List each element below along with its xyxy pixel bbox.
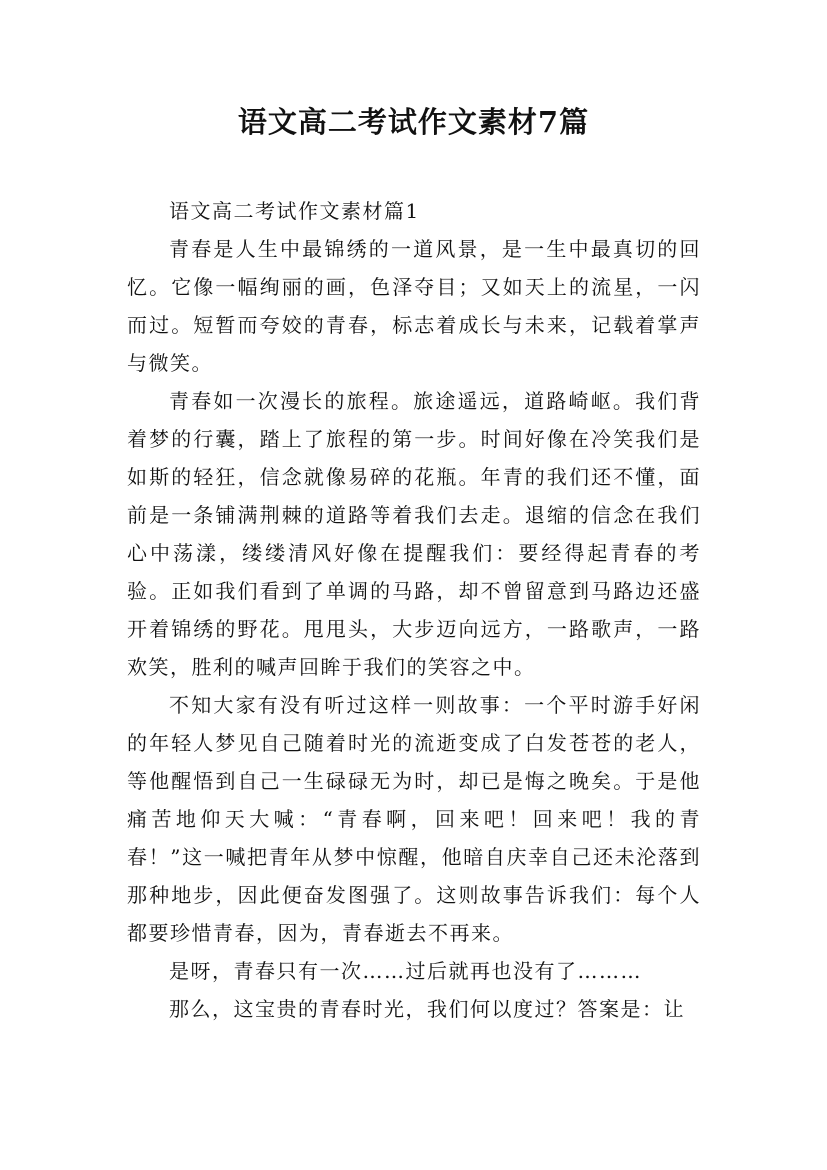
paragraph: 不知大家有没有听过这样一则故事：一个平时游手好闲的年轻人梦见自己随着时光的流逝变成了白发苍苍的老人，等他醒悟到自己一生碌碌无为时，却已是悔之晚矣。于是他痛苦地仰天大喊：“青春啊，回来吧！回来吧！我的青春！”这一喊把青年从梦中惊醒，他暗自庆幸自己还未沦落到那种地步，因此便奋发图强了。这则故事告诉我们：每个人都要珍惜青春，因为，青春逝去不再来。 [127, 693, 701, 945]
document-body [127, 192, 701, 1028]
paragraph: 是呀，青春只有一次……过后就再也没有了……… [169, 959, 642, 983]
paragraph: 青春是人生中最锦绣的一道风景，是一生中最真切的回忆。它像一幅绚丽的画，色泽夺目；又如天上的流星，一闪而过。短暂而夸姣的青春，标志着成长与未来，记载着掌声与微笑。 [127, 237, 701, 375]
section-heading: 语文高二考试作文素材篇1 [169, 199, 420, 223]
paragraph: 那么，这宝贵的青春时光，我们何以度过？答案是：让 [169, 997, 685, 1021]
document-title: 语文高二考试作文素材7篇 [237, 105, 590, 139]
paragraph: 青春如一次漫长的旅程。旅途遥远，道路崎岖。我们背着梦的行囊，踏上了旅程的第一步。时间好像在冷笑我们是如斯的轻狂，信念就像易碎的花瓶。年青的我们还不懂，面前是一条铺满荆棘的道路等着我们去走。退缩的信念在我们心中荡漾，缕缕清风好像在提醒我们：要经得起青春的考验。正如我们看到了单调的马路，却不曾留意到马路边还盛开着锦绣的野花。甩甩头，大步迈向远方，一路歌声，一路欢笑，胜利的喊声回眸于我们的笑容之中。 [127, 389, 701, 679]
